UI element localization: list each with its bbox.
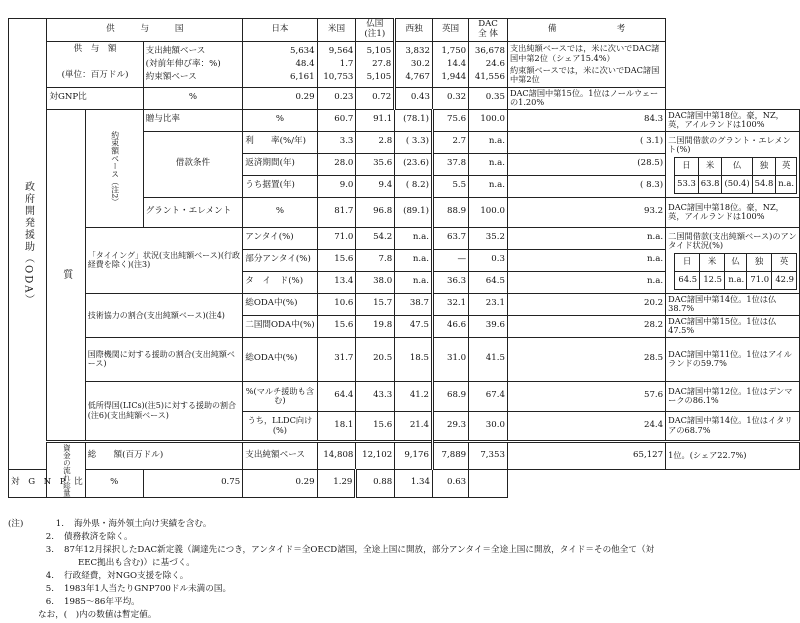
loan-period-japan: 28.0 — [317, 153, 356, 175]
footnote-3-cont: EEC拠出も含む)）に基づく。 — [78, 558, 195, 568]
header-westgermany: 西独 — [395, 19, 433, 42]
tech-total-dac: 20.2 — [507, 293, 665, 315]
ge-dac: 93.2 — [507, 197, 665, 227]
partial-untied-uk: 0.3 — [469, 249, 508, 271]
supply-us: 9,564 1.7 10,753 — [317, 42, 356, 88]
total-gnp-dac: 0.63 — [432, 469, 468, 497]
footnote-4: 行政経費，対NGO支援を除く。 — [64, 571, 189, 581]
supply-japan: 5,634 48.4 6,161 — [243, 42, 317, 88]
loan-grace-westgermany: 5.5 — [432, 175, 468, 197]
supply-france: 5,105 27.8 5,105 — [356, 42, 395, 88]
supply-unit: (単位：百万ドル) — [61, 69, 129, 80]
loan-period-us: 35.6 — [356, 153, 395, 175]
tech-bilateral-dac: 28.2 — [507, 315, 665, 337]
gnp-us: 0.23 — [317, 88, 356, 110]
tied-label: タ イ ド(%) — [243, 271, 317, 293]
grant-row — [9, 109, 800, 131]
lldc-france: 21.4 — [395, 411, 433, 441]
intl-uk: 41.5 — [469, 337, 508, 381]
header-remarks: 備 考 — [507, 19, 665, 42]
footnote-6: 1985～86年平均。 — [64, 597, 140, 607]
gnp-westgermany: 0.43 — [395, 88, 433, 110]
total-gnp-note-empty — [469, 469, 508, 497]
tech-bilateral-westgermany: 46.6 — [432, 315, 468, 337]
partial-untied-japan: 15.6 — [317, 249, 356, 271]
grant-dac: 84.3 — [507, 109, 665, 131]
partial-untied-label: 部分アンタイ(%) — [243, 249, 317, 271]
tech-total-westgermany: 32.1 — [432, 293, 468, 315]
ge-uk: 100.0 — [469, 197, 508, 227]
tying-sub-title: 二国間借款(支出純額ベース)のアンタイド状況(%) — [668, 230, 797, 251]
untied-japan: 71.0 — [317, 227, 356, 249]
loan-grace-dac: ( 8.3) — [507, 175, 665, 197]
ge-note: DAC諸国中第18位。豪，NZ，英，アイルランドは100% — [666, 197, 800, 227]
tech-label: 技術協力の割合(支出純額ベース)(注4) — [85, 293, 242, 337]
header-donor: 供 与 国 — [47, 19, 243, 42]
supply-basis-3: 約束額ベース — [145, 72, 197, 82]
header-japan: 日本 — [243, 19, 317, 42]
loan-rate-uk: n.a. — [469, 131, 508, 153]
grant-unit: % — [243, 109, 317, 131]
loan-terms-note — [666, 131, 800, 197]
loan-period-dac: (28.5) — [507, 153, 665, 175]
total-westgermany: 7,889 — [432, 441, 468, 469]
loan-ge-title: 二国間借款のグラント・エレメント(%) — [668, 134, 791, 155]
tech-total-japan: 10.6 — [317, 293, 356, 315]
loan-grace-us: 9.4 — [356, 175, 395, 197]
supply-basis-1: 支出純額ベース — [145, 46, 206, 56]
total-basis: 支出純額ベース — [243, 441, 317, 469]
grant-japan: 60.7 — [317, 109, 356, 131]
tech-total-uk: 23.1 — [469, 293, 508, 315]
lic-unit-label: %(マルチ援助も含む) — [243, 381, 317, 411]
intl-note: DAC諸国中第11位。1位はアイルランドの59.7% — [666, 337, 800, 381]
lic-dac: 57.6 — [507, 381, 665, 411]
tying-label: 「タイイング」状況(支出純額ベース)(行政経費を除く)(注3) — [85, 227, 242, 293]
supply-basis-2: (対前年伸び率：%) — [145, 59, 221, 69]
untied-france: n.a. — [395, 227, 433, 249]
intl-us: 20.5 — [356, 337, 395, 381]
supply-basis-cell — [143, 42, 243, 88]
untied-row — [9, 227, 800, 249]
tying-note — [666, 227, 800, 293]
total-us: 12,102 — [356, 441, 395, 469]
grant-us: 91.1 — [356, 109, 395, 131]
grant-westgermany: 75.6 — [432, 109, 468, 131]
loan-period-france: (23.6) — [395, 153, 433, 175]
untied-uk: 35.2 — [469, 227, 508, 249]
untied-label: アンタイ(%) — [243, 227, 317, 249]
total-gnp-japan: 0.75 — [143, 469, 243, 497]
loan-rate-label: 利 率(%/年) — [243, 131, 317, 153]
supply-westgermany: 3,832 30.2 4,767 — [395, 42, 433, 88]
ge-japan: 81.7 — [317, 197, 356, 227]
total-gnp-france: 1.29 — [317, 469, 356, 497]
loan-ge-subtable: 日 米 仏 独 英 53.3 63.8 (50.4) 54.8 n.a. — [674, 157, 797, 194]
oda-side-label: 政府開発援助（ODA） — [9, 19, 47, 470]
total-uk: 7,353 — [469, 441, 508, 469]
total-japan: 14,808 — [317, 441, 356, 469]
gnp-france: 0.72 — [356, 88, 395, 110]
grant-label: 贈与比率 — [143, 109, 243, 131]
gnp-note: DAC諸国中第15位。1位はノールウェーの1.20% — [507, 88, 665, 110]
intl-unit-label: 総ODA中(%) — [243, 337, 317, 381]
lldc-uk: 30.0 — [469, 411, 508, 441]
total-gnp-unit: % — [85, 469, 143, 497]
tech-bilateral-label: 二国間ODA中(%) — [243, 315, 317, 337]
loan-grace-japan: 9.0 — [317, 175, 356, 197]
header-dac: DAC 全 体 — [469, 19, 508, 42]
tying-subtable: 日 米 仏 独 英 64.5 12.5 n.a. 71.0 42.9 — [674, 253, 797, 290]
total-gnp-us: 0.29 — [243, 469, 317, 497]
total-gnp-row — [9, 469, 800, 497]
header-france: 仏国 (注1) — [356, 19, 395, 42]
flow-side-label: 資金の流れ総量 — [47, 441, 85, 498]
intl-france: 18.5 — [395, 337, 433, 381]
loan-rate-japan: 3.3 — [317, 131, 356, 153]
tech-total-france: 38.7 — [395, 293, 433, 315]
gnp-row — [9, 88, 800, 110]
supply-uk: 1,750 14.4 1,944 — [432, 42, 468, 88]
loan-period-label: 返済期間(年) — [243, 153, 317, 175]
supply-row — [9, 42, 800, 88]
lldc-note: DAC諸国中第14位。1位はイタリアの68.7% — [666, 411, 800, 441]
partial-untied-us: 7.8 — [356, 249, 395, 271]
total-row — [9, 441, 800, 469]
lic-uk: 67.4 — [469, 381, 508, 411]
footnote-tail: なお，( )内の数値は暫定値。 — [38, 610, 157, 620]
lldc-label: うち，LLDC向け(%) — [243, 411, 317, 441]
total-dac: 65,127 — [507, 441, 665, 469]
ge-france: (89.1) — [395, 197, 433, 227]
ge-unit: % — [243, 197, 317, 227]
loan-rate-dac: ( 3.1) — [507, 131, 665, 153]
gnp-japan: 0.29 — [243, 88, 317, 110]
tech-bilateral-uk: 39.6 — [469, 315, 508, 337]
tech-bilateral-us: 19.8 — [356, 315, 395, 337]
tech-bilateral-note: DAC諸国中第15位。1位は仏47.5% — [666, 315, 800, 337]
footnote-head: (注) — [8, 519, 24, 529]
tech-bilateral-japan: 15.6 — [317, 315, 356, 337]
lldc-westgermany: 29.3 — [432, 411, 468, 441]
loan-rate-france: ( 3.3) — [395, 131, 433, 153]
partial-untied-westgermany: — — [432, 249, 468, 271]
lic-us: 43.3 — [356, 381, 395, 411]
gnp-uk: 0.32 — [432, 88, 468, 110]
quality-side-label: 質 — [47, 109, 85, 441]
footnote-2: 債務救済を除く。 — [64, 532, 133, 542]
footnote-5: 1983年1人当たりGNP700ドル未満の国。 — [64, 584, 232, 594]
tied-france: n.a. — [395, 271, 433, 293]
total-label: 総 額(百万ドル) — [85, 441, 242, 469]
supply-label-cell — [47, 42, 143, 88]
header-uk: 英国 — [432, 19, 468, 42]
lldc-us: 15.6 — [356, 411, 395, 441]
footnote-3: 87年12月採択したDAC新定義（調達先につき，アンタイド＝全OECD諸国，全途上国に開放，部分アンタイ＝全途上国に開放，タイド＝その他全て（対 — [64, 545, 655, 555]
footnotes: (注) 1. 海外県・海外領土向け実績を含む。 2. 債務救済を除く。 3. 87年12月採択したDAC新定義（調達先につき，アンタイド＝全OECD諸国，全途上国に開放，部分アンタイ＝全途上国に開放，タイド＝その他全て（対 EEC拠出も含む)）に基づく。 4. 行政経費，対NGO支援を除く。 5. 1983年1人当たりGNP700ドル未満の国。 6. 1985～86年平均。 なお，( )内の数値は暫定値。 — [8, 519, 655, 620]
gnp-label: 対GNP比 — [47, 88, 143, 110]
loan-grace-label: うち据置(年) — [243, 175, 317, 197]
footnote-1: 海外県・海外領土向け実績を含む。 — [74, 519, 212, 529]
grant-uk: 100.0 — [469, 109, 508, 131]
tech-total-note: DAC諸国中第14位。1位は仏38.7% — [666, 293, 800, 315]
tech-total-label: 総ODA中(%) — [243, 293, 317, 315]
oda-comparison-table — [8, 18, 800, 498]
lldc-japan: 18.1 — [317, 411, 356, 441]
total-gnp-uk: 1.34 — [395, 469, 433, 497]
lic-japan: 64.4 — [317, 381, 356, 411]
tied-uk: 64.5 — [469, 271, 508, 293]
ge-label: グラント・エレメント — [143, 197, 243, 227]
untied-us: 54.2 — [356, 227, 395, 249]
tied-westgermany: 36.3 — [432, 271, 468, 293]
loan-grace-france: ( 8.2) — [395, 175, 433, 197]
gnp-unit: % — [143, 88, 243, 110]
supply-note: 支出純額ベースでは，米に次いでDAC諸国中第2位（シェア15.4%） 約束額ベースでは，米に次いでDAC諸国中第2位 — [507, 42, 665, 88]
tied-us: 38.0 — [356, 271, 395, 293]
total-note: 1位。(シェア22.7%) — [666, 441, 800, 469]
ge-westgermany: 88.9 — [432, 197, 468, 227]
tech-total-row — [9, 293, 800, 315]
loan-terms-label: 借款条件 — [143, 131, 243, 197]
intl-westgermany: 31.0 — [432, 337, 468, 381]
total-france: 9,176 — [395, 441, 433, 469]
loan-grace-uk: n.a. — [469, 175, 508, 197]
lic-france: 41.2 — [395, 381, 433, 411]
intl-dac: 28.5 — [507, 337, 665, 381]
tech-bilateral-france: 47.5 — [395, 315, 433, 337]
grant-france: (78.1) — [395, 109, 433, 131]
total-gnp-label: 対 G N P 比 — [9, 469, 86, 497]
partial-untied-france: n.a. — [395, 249, 433, 271]
gnp-dac: 0.35 — [469, 88, 508, 110]
grant-note: DAC諸国中第18位。豪，NZ，英，アイルランドは100% — [666, 109, 800, 131]
tied-japan: 13.4 — [317, 271, 356, 293]
intl-japan: 31.7 — [317, 337, 356, 381]
partial-untied-dac: n.a. — [507, 249, 665, 271]
intl-row — [9, 337, 800, 381]
ge-us: 96.8 — [356, 197, 395, 227]
lic-westgermany: 68.9 — [432, 381, 468, 411]
header-row — [9, 19, 800, 42]
supply-label: 供 与 額 — [73, 44, 117, 54]
loan-period-westgermany: 37.8 — [432, 153, 468, 175]
untied-westgermany: 63.7 — [432, 227, 468, 249]
tied-dac: n.a. — [507, 271, 665, 293]
intl-label: 国際機関に対する援助の割合(支出純額ベース) — [85, 337, 242, 381]
loan-rate-us: 2.8 — [356, 131, 395, 153]
lic-note: DAC諸国中第12位。1位はデンマークの86.1% — [666, 381, 800, 411]
tech-total-us: 15.7 — [356, 293, 395, 315]
loan-period-uk: n.a. — [469, 153, 508, 175]
supply-dac: 36,678 24.6 41,556 — [469, 42, 508, 88]
lldc-dac: 24.4 — [507, 411, 665, 441]
total-gnp-westgermany: 0.88 — [356, 469, 395, 497]
loan-rate-westgermany: 2.7 — [432, 131, 468, 153]
lic-row — [9, 381, 800, 411]
untied-dac: n.a. — [507, 227, 665, 249]
lic-label: 低所得国(LICs)(注5)に対する援助の割合(注6)(支出純額ベース) — [85, 381, 242, 441]
commit-side-label: 約束額ベース（注2） — [85, 109, 143, 227]
header-us: 米国 — [317, 19, 356, 42]
